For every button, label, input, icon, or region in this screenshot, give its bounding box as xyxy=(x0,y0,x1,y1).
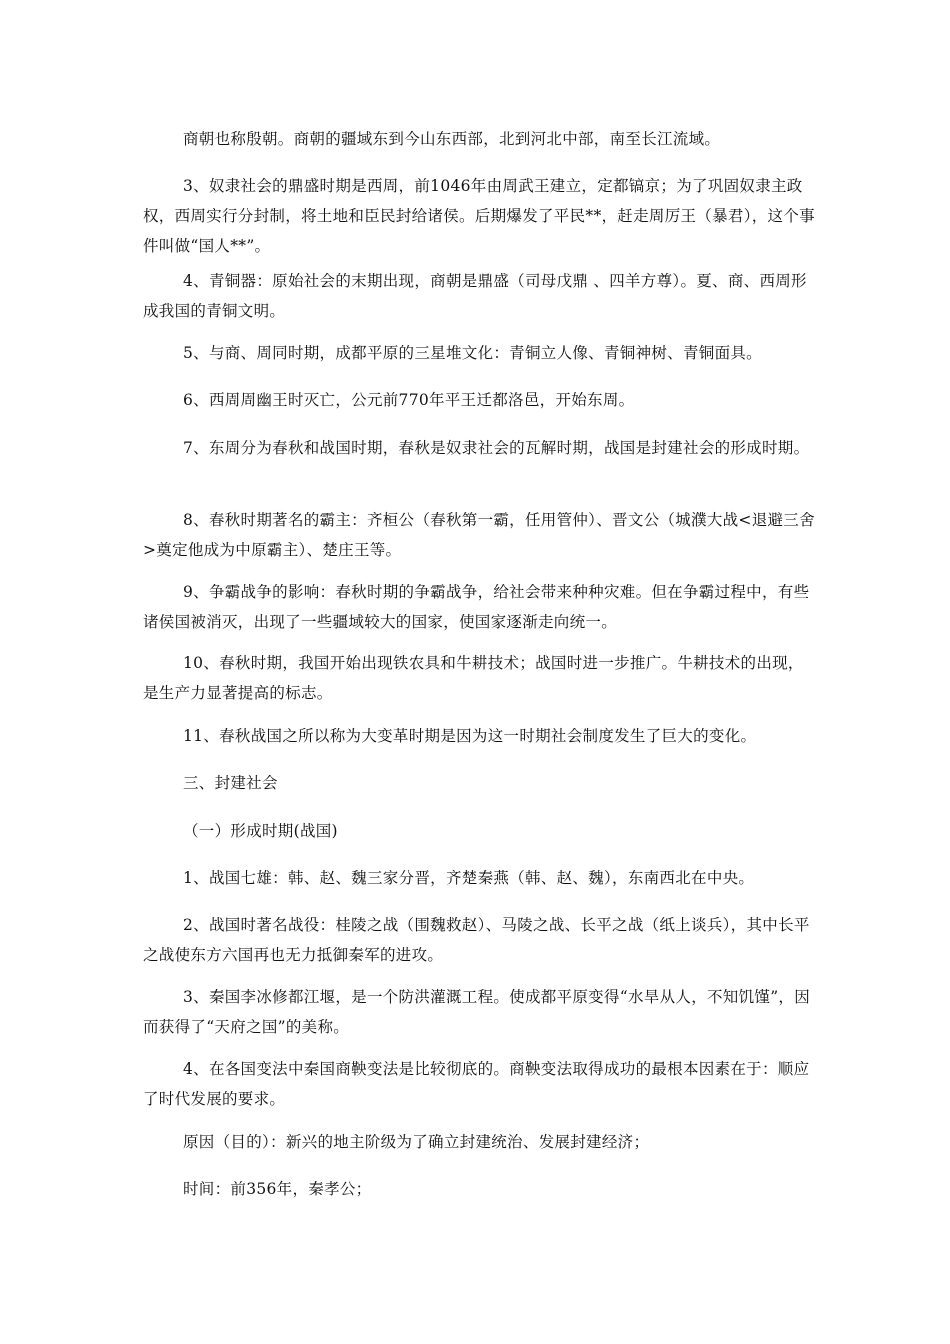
paragraph-6: 7、东周分为春秋和战国时期，春秋是奴隶社会的瓦解时期，战国是封建社会的形成时期。 xyxy=(183,439,810,457)
paragraph-5: 6、西周周幽王时灭亡，公元前770年平王迁都洛邑，开始东周。 xyxy=(183,391,635,409)
section-heading: 三、封建社会 xyxy=(183,774,278,792)
paragraph-16: 时间：前356年，秦孝公； xyxy=(183,1180,372,1198)
paragraph-1: 商朝也称殷朝。商朝的疆域东到今山东西部，北到河北中部，南至长江流域。 xyxy=(183,130,721,148)
paragraph-9: 10、春秋时期，我国开始出现铁农具和牛耕技术；战国时进一步推广。牛耕技术的出现，是生产力显著提高的标志。 xyxy=(143,654,804,702)
paragraph-14: 4、在各国变法中秦国商鞅变法是比较彻底的。商鞅变法取得成功的最根本因素在于：顺应了时代发展的要求。 xyxy=(143,1060,810,1108)
paragraph-4: 5、与商、周同时期，成都平原的三星堆文化：青铜立人像、青铜神树、青铜面具。 xyxy=(183,344,762,362)
paragraph-3: 4、青铜器：原始社会的末期出现，商朝是鼎盛（司母戊鼎 、四羊方尊）。夏、商、西周形成我国的青铜文明。 xyxy=(143,272,807,320)
paragraph-10: 11、春秋战国之所以称为大变革时期是因为这一时期社会制度发生了巨大的变化。 xyxy=(183,727,757,745)
paragraph-12: 2、战国时著名战役：桂陵之战（围魏救赵）、马陵之战、长平之战（纸上谈兵），其中长平之战使东方六国再也无力抵御秦军的进攻。 xyxy=(143,916,810,964)
paragraph-8: 9、争霸战争的影响：春秋时期的争霸战争，给社会带来种种灾难。但在争霸过程中，有些诸侯国被消灭，出现了一些疆域较大的国家，使国家逐渐走向统一。 xyxy=(143,583,810,631)
paragraph-2: 3、奴隶社会的鼎盛时期是西周，前1046年由周武王建立，定都镐京；为了巩固奴隶主政权，西周实行分封制，将土地和臣民封给诸侯。后期爆发了平民**，赶走周厉王（暴君），这个事件叫做“国人**”。 xyxy=(143,177,815,255)
subsection-heading: （一）形成时期(战国) xyxy=(183,822,338,840)
paragraph-7: 8、春秋时期著名的霸主：齐桓公（春秋第一霸，任用管仲）、晋文公（城濮大战<退避三舍>奠定他成为中原霸主）、楚庄王等。 xyxy=(143,511,815,559)
paragraph-11: 1、战国七雄：韩、赵、魏三家分晋，齐楚秦燕（韩、赵、魏），东南西北在中央。 xyxy=(183,869,755,887)
paragraph-13: 3、秦国李冰修都江堰，是一个防洪灌溉工程。使成都平原变得“水旱从人，不知饥馑”，因而获得了“天府之国”的美称。 xyxy=(143,988,811,1036)
paragraph-15: 原因（目的）：新兴的地主阶级为了确立封建统治、发展封建经济； xyxy=(183,1133,650,1151)
